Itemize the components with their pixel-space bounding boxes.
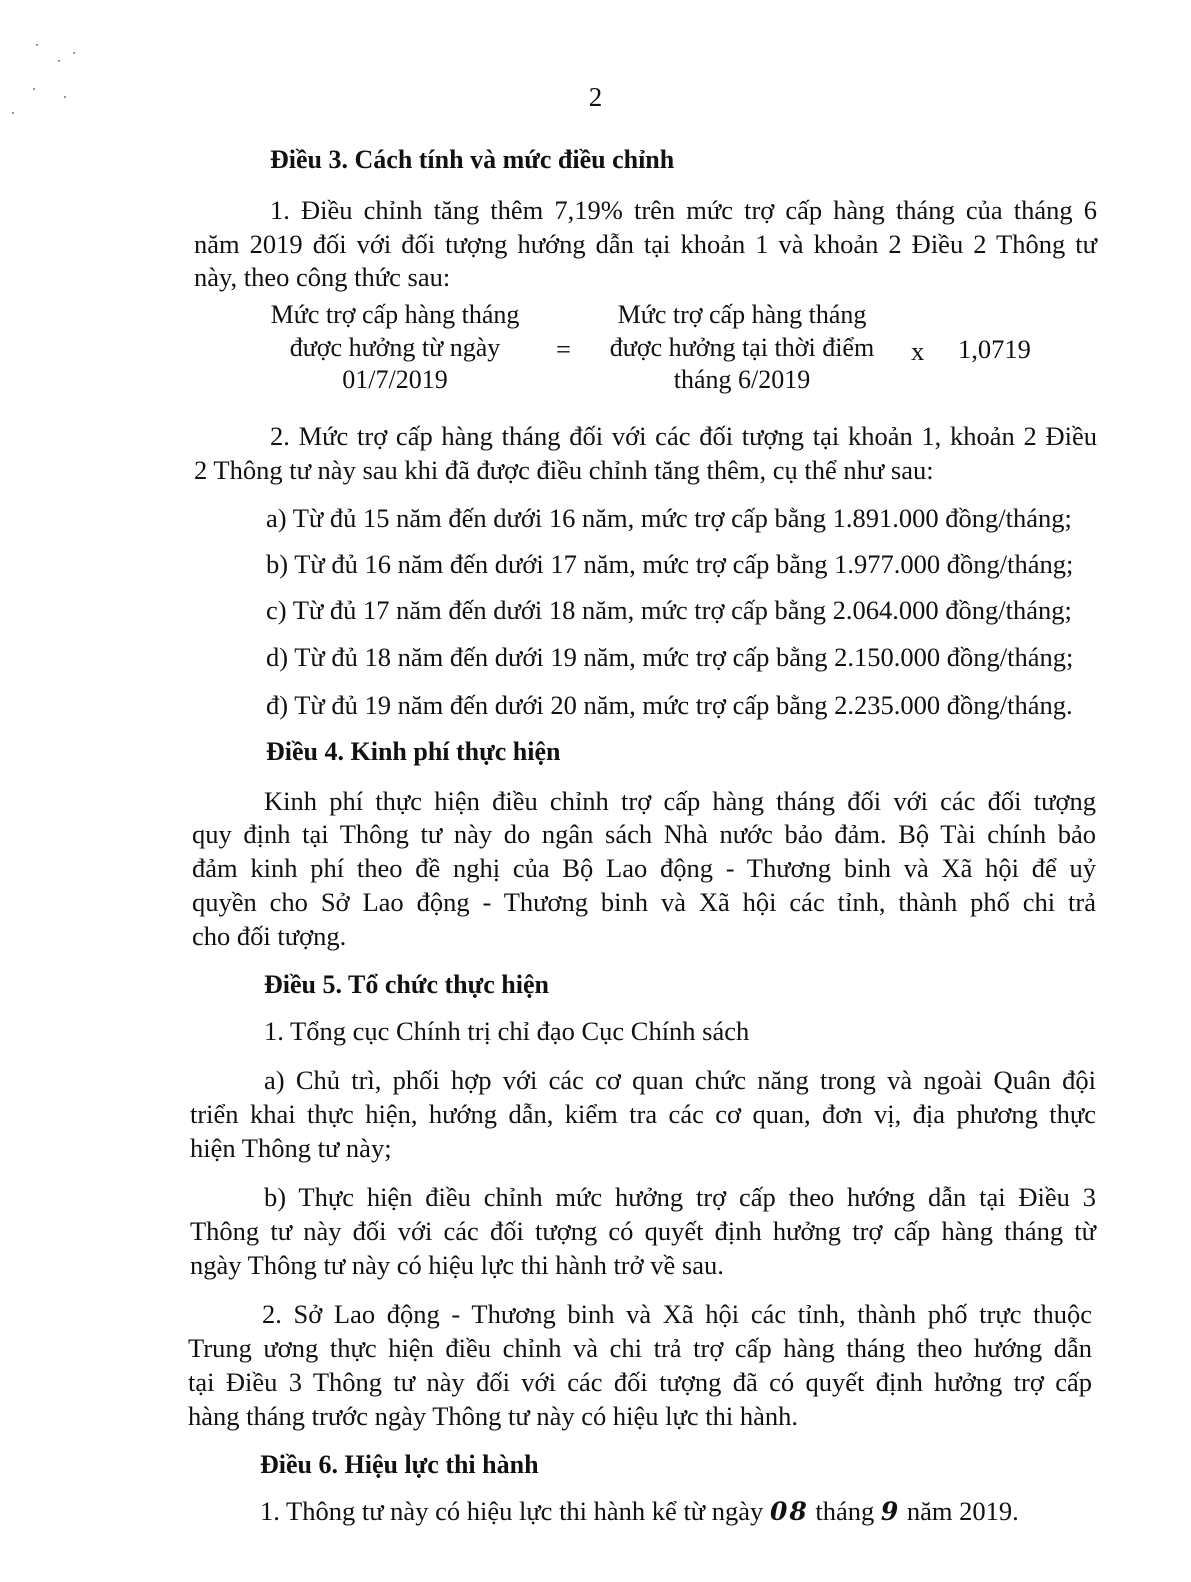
article-4-line: quyền cho Sở Lao động - Thương binh và Xã hội các tỉnh, thành phố chi trả	[192, 887, 1096, 917]
formula-times-sign: x	[911, 336, 925, 366]
formula-right-line: tháng 6/2019	[673, 365, 811, 394]
formula-left-line: Mức trợ cấp hàng tháng	[270, 300, 520, 329]
formula-factor: 1,0719	[958, 334, 1031, 364]
allowance-item: d) Từ đủ 18 năm đến dưới 19 năm, mức trợ cấp bằng 2.150.000 đồng/tháng;	[266, 642, 1074, 672]
article-3-para-1-line: này, theo công thức sau:	[194, 262, 451, 292]
article-3-para-2-line: 2 Thông tư này sau khi đã được điều chỉnh tăng thêm, cụ thể như sau:	[194, 455, 934, 485]
article-5-a-line: a) Chủ trì, phối hợp với các cơ quan chức năng trong và ngoài Quân đội	[264, 1065, 1096, 1095]
allowance-item: a) Từ đủ 15 năm đến dưới 16 năm, mức trợ cấp bằng 1.891.000 đồng/tháng;	[266, 503, 1072, 533]
article-5-heading: Điều 5. Tổ chức thực hiện	[264, 970, 549, 999]
article-5-b-line: b) Thực hiện điều chỉnh mức hưởng trợ cấp theo hướng dẫn tại Điều 3	[264, 1182, 1096, 1212]
formula-right-line: được hưởng tại thời điểm	[609, 333, 875, 362]
article-5-item-2-line: Trung ương thực hiện điều chỉnh và chi trả trợ cấp hàng tháng theo hướng dẫn	[188, 1333, 1092, 1363]
effective-date-prefix: 1. Thông tư này có hiệu lực thi hành kể từ ngày	[260, 1496, 764, 1526]
article-5-a-line: hiện Thông tư này;	[190, 1133, 392, 1163]
article-6-heading: Điều 6. Hiệu lực thi hành	[260, 1450, 539, 1479]
year-text: năm 2019.	[906, 1496, 1019, 1526]
page-number: 2	[588, 82, 603, 112]
scan-speck	[58, 60, 60, 62]
article-5-item-1: 1. Tổng cục Chính trị chỉ đạo Cục Chính sách	[264, 1016, 750, 1046]
allowance-item: c) Từ đủ 17 năm đến dưới 18 năm, mức trợ cấp bằng 2.064.000 đồng/tháng;	[266, 595, 1072, 625]
article-6-line-1	[260, 1494, 1019, 1529]
article-3-para-2-line: 2. Mức trợ cấp hàng tháng đối với các đối tượng tại khoản 1, khoản 2 Điều	[270, 421, 1097, 451]
article-5-b-line: ngày Thông tư này có hiệu lực thi hành trở về sau.	[190, 1250, 724, 1280]
formula-right-line: Mức trợ cấp hàng tháng	[617, 300, 867, 329]
article-4-line: quy định tại Thông tư này do ngân sách Nhà nước bảo đảm. Bộ Tài chính bảo	[192, 819, 1096, 849]
month-word: tháng	[815, 1496, 875, 1526]
formula-equals-sign: =	[556, 334, 571, 364]
allowance-item: đ) Từ đủ 19 năm đến dưới 20 năm, mức trợ cấp bằng 2.235.000 đồng/tháng.	[266, 690, 1073, 720]
article-5-item-2-line: 2. Sở Lao động - Thương binh và Xã hội các tỉnh, thành phố trực thuộc	[262, 1299, 1092, 1329]
article-3-para-1-line: năm 2019 đối với đối tượng hướng dẫn tại khoản 1 và khoản 2 Điều 2 Thông tư	[194, 229, 1097, 259]
article-5-b-line: Thông tư này đối với các đối tượng có quyết định hưởng trợ cấp hàng tháng từ	[190, 1216, 1096, 1246]
allowance-item: b) Từ đủ 16 năm đến dưới 17 năm, mức trợ cấp bằng 1.977.000 đồng/tháng;	[266, 549, 1074, 579]
article-3-para-1-line: 1. Điều chỉnh tăng thêm 7,19% trên mức trợ cấp hàng tháng của tháng 6	[270, 195, 1097, 225]
article-5-item-2-line: tại Điều 3 Thông tư này đối với các đối tượng đã có quyết định hưởng trợ cấp	[188, 1367, 1092, 1397]
article-3-heading: Điều 3. Cách tính và mức điều chỉnh	[270, 145, 675, 174]
article-4-line: Kinh phí thực hiện điều chỉnh trợ cấp hàng tháng đối với các đối tượng	[264, 786, 1096, 816]
scan-speck	[36, 44, 38, 46]
formula-left-line: được hưởng từ ngày	[289, 333, 501, 362]
handwritten-month: 9	[880, 1497, 901, 1526]
article-5-a-line: triển khai thực hiện, hướng dẫn, kiểm tra các cơ quan, đơn vị, địa phương thực	[190, 1099, 1096, 1129]
scan-speck	[73, 52, 75, 54]
formula-left-line: 01/7/2019	[342, 365, 448, 394]
article-4-line: đảm kinh phí theo đề nghị của Bộ Lao động - Thương binh và Xã hội để uỷ	[192, 853, 1096, 883]
article-4-line: cho đối tượng.	[192, 921, 347, 951]
article-4-heading: Điều 4. Kinh phí thực hiện	[266, 737, 561, 766]
handwritten-day: 08	[769, 1497, 809, 1526]
article-5-item-2-line: hàng tháng trước ngày Thông tư này có hiệu lực thi hành.	[188, 1401, 799, 1431]
